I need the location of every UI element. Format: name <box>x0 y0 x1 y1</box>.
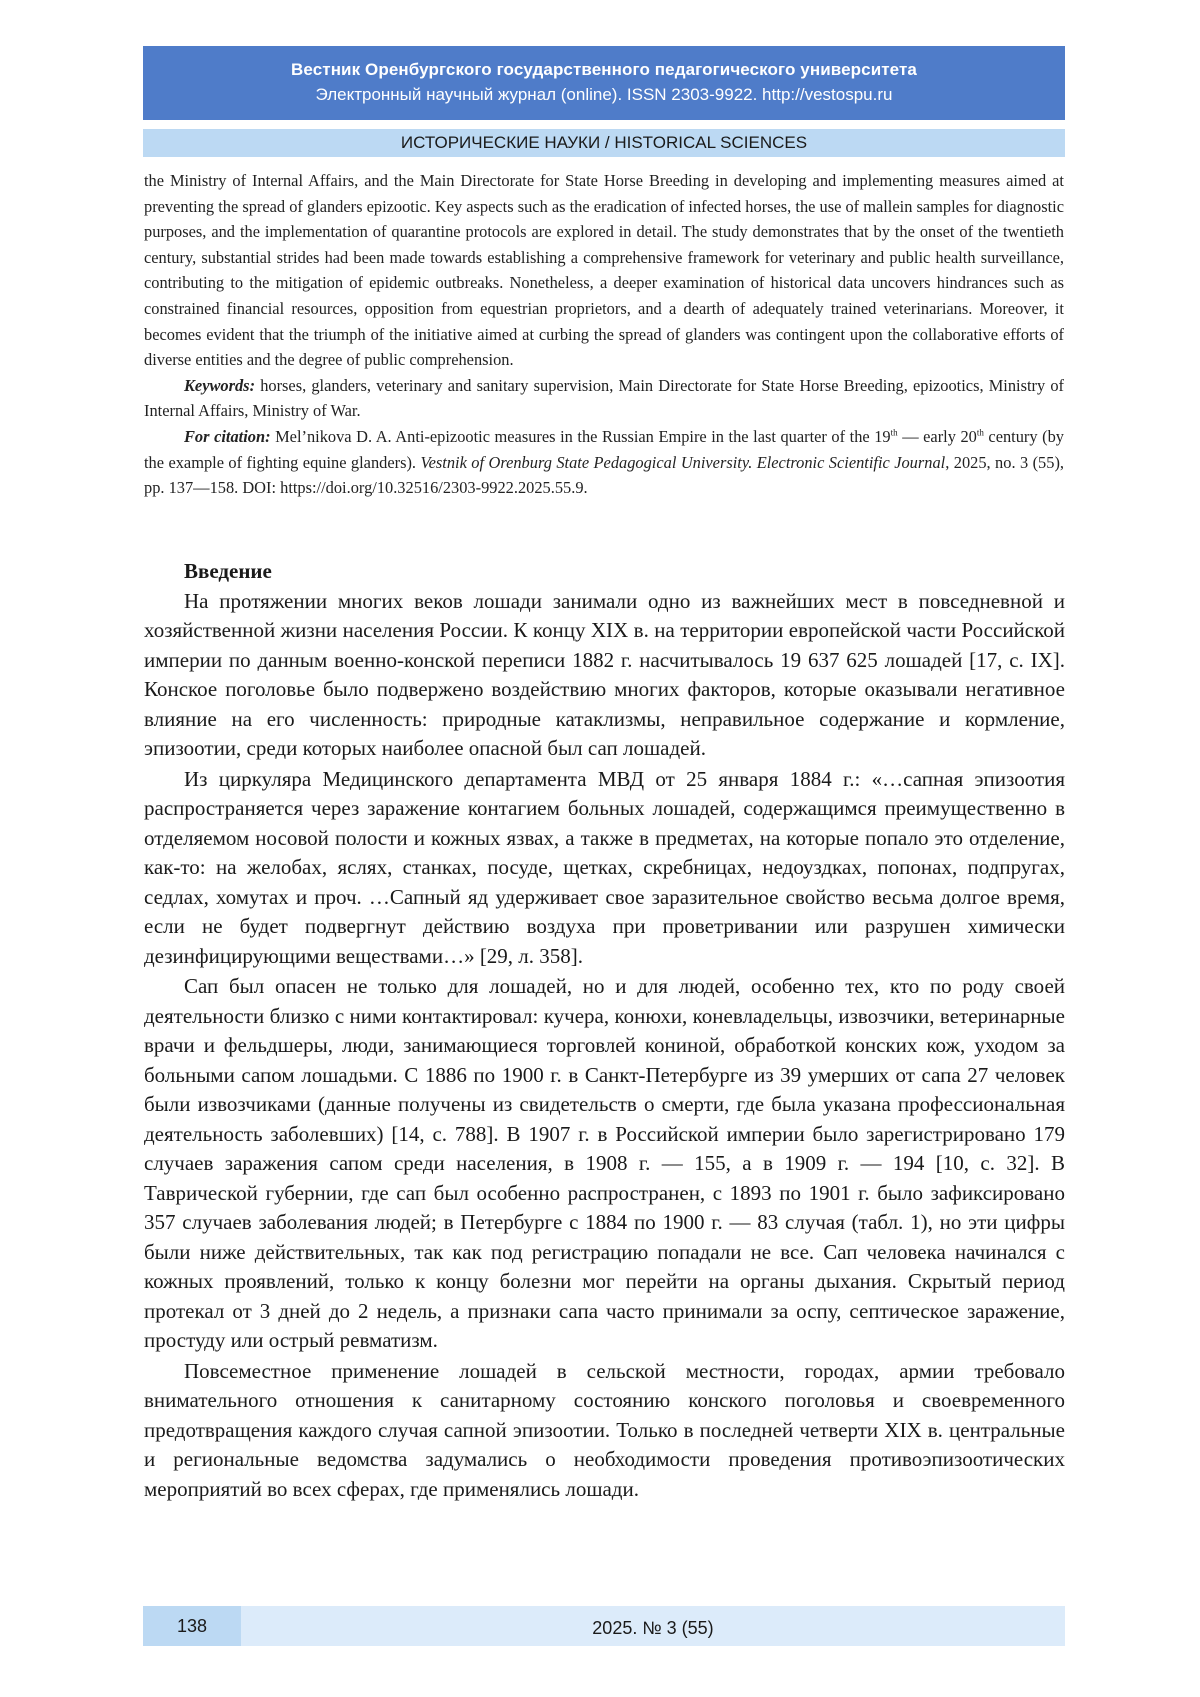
keywords-text: horses, glanders, veterinary and sanitary supervision, Main Directorate for State Horse Breeding, epizootics, Ministry of Internal Affairs, Ministry of War. <box>144 375 1064 421</box>
citation-label: For citation: <box>184 426 271 446</box>
paragraph: Сап был опасен не только для лошадей, но и для людей, особенно тех, кто по роду своей деятельности близко с ними контактировал: кучера, конюхи, коневладельцы, извозчики, ветеринарные врачи и фельдшеры, люди, занимающиеся торговлей кониной, обработкой конских кож, уходом за больными сапом лошадьми. С 1886 по 1900 г. в Санкт-Петербурге из 39 умерших от сапа 27 человек были извозчиками (данные получены из свидетельств о смерти, где была указана профессиональная деятельность заболевших) [14, с. 788]. В 1907 г. в Российской империи было зарегистрировано 179 случаев заражения сапом среди населения, в 1908 г. — 155, а в 1909 г. — 194 [10, с. 32]. В Таврической губернии, где сап был особенно распространен, с 1893 по 1901 г. было зафиксировано 357 случаев заболевания людей; в Петербурге с 1884 по 1900 г. — 83 случая (табл. 1), но эти цифры были ниже действительных, так как под регистрацию попадали не все. Сап человека начинался с кожных проявлений, только к концу болезни мог перейти на органы дыхания. Скрытый период протекал от 3 дней до 2 недель, а признаки сапа часто принимали за оспу, септическое заражение, простуду или острый ревматизм. <box>144 974 1065 1352</box>
citation-part3: century (by the example of fighting equine glanders). <box>144 426 1064 472</box>
citation-part4: , 2025, no. 3 (55), pp. 137—158. DOI: https://doi.org/10.32516/2303-9922.2025.55.9. <box>144 452 1064 498</box>
page-number: 138 <box>143 1606 241 1646</box>
issue-label: 2025. № 3 (55) <box>592 1618 714 1638</box>
citation-sup2: th <box>976 427 984 438</box>
page-footer <box>143 1606 1065 1646</box>
section-heading: Введение <box>184 559 272 583</box>
abstract-text: the Ministry of Internal Affairs, and the Main Directorate for State Horse Breeding in developing and implementing measures aimed at preventing the spread of glanders epizootic. Key aspects such as the eradication of infected horses, the use of mallein samples for diagnostic purposes, and the implementation of quarantine protocols are explored in detail. The study demonstrates that by the onset of the twentieth century, substantial strides had been made towards establishing a comprehensive framework for veterinary and public health surveillance, contributing to the mitigation of epidemic outbreaks. Nonetheless, a deeper examination of historical data uncovers hindrances such as constrained financial resources, opposition from equestrian proprietors, and a dearth of adequately trained veterinarians. Moreover, it becomes evident that the triumph of the initiative aimed at curbing the spread of glanders was contingent upon the collaborative efforts of diverse entities and the degree of public comprehension. <box>144 171 1064 370</box>
journal-title: Вестник Оренбургского государственного педагогического университета <box>291 60 917 79</box>
citation-part1: Mel’nikova D. A. Anti-epizootic measures in the Russian Empire in the last quarter of the 19 <box>270 426 891 446</box>
journal-header <box>143 46 1065 120</box>
paragraph: На протяжении многих веков лошади занимали одно из важнейших мест в повседневной и хозяйственной жизни населения России. К концу XIX в. на территории европейской части Российской империи по данным военно-конской переписи 1882 г. насчитывалось 19 637 625 лошадей [17, с. IX]. Конское поголовье было подвержено воздействию многих факторов, которые оказывали негативное влияние на его численность: природные катаклизмы, неправильное содержание и кормление, эпизоотии, среди которых наиболее опасной был сап лошадей. <box>144 588 1065 760</box>
paragraph: Повсеместное применение лошадей в сельской местности, городах, армии требовало внимательного отношения к санитарному состоянию конского поголовья и своевременного предотвращения каждого случая сапной эпизоотии. Только в последней четверти XIX в. центральные и региональные ведомства задумались о необходимости проведения противоэпизоотических мероприятий во всех сферах, где применялись лошади. <box>144 1358 1065 1501</box>
abstract <box>144 168 1064 501</box>
citation <box>144 424 1064 501</box>
keywords-label: Keywords: <box>184 375 256 395</box>
paragraph: Из циркуляра Медицинского департамента МВД от 25 января 1884 г.: «…сапная эпизоотия распространяется через заражение контагием больных лошадей, содержащимся преимущественно в отделяемом носовой полости и кожных язвах, а также в предметах, на которые попало это отделение, как-то: на желобах, яслях, станках, посуде, щетках, скребницах, недоуздках, попонах, подпругах, седлах, хомутах и проч. …Сапный яд удерживает свое заразительное свойство весьма долгое время, если не будет подвергнут действию воздуха при проветривании или разрушен химически дезинфицирующими веществами…» [29, л. 358]. <box>144 766 1065 968</box>
article-body <box>144 557 1065 1505</box>
keywords <box>144 373 1064 424</box>
citation-sup1: th <box>890 427 898 438</box>
journal-subtitle: Электронный научный журнал (online). ISSN 2303-9922. http://vestospu.ru <box>315 85 893 104</box>
citation-journal: Vestnik of Orenburg State Pedagogical University. Electronic Scientific Journal <box>420 452 946 472</box>
section-label: ИСТОРИЧЕСКИЕ НАУКИ / HISTORICAL SCIENCES <box>143 129 1065 157</box>
citation-part2: — early 20 <box>897 426 977 446</box>
